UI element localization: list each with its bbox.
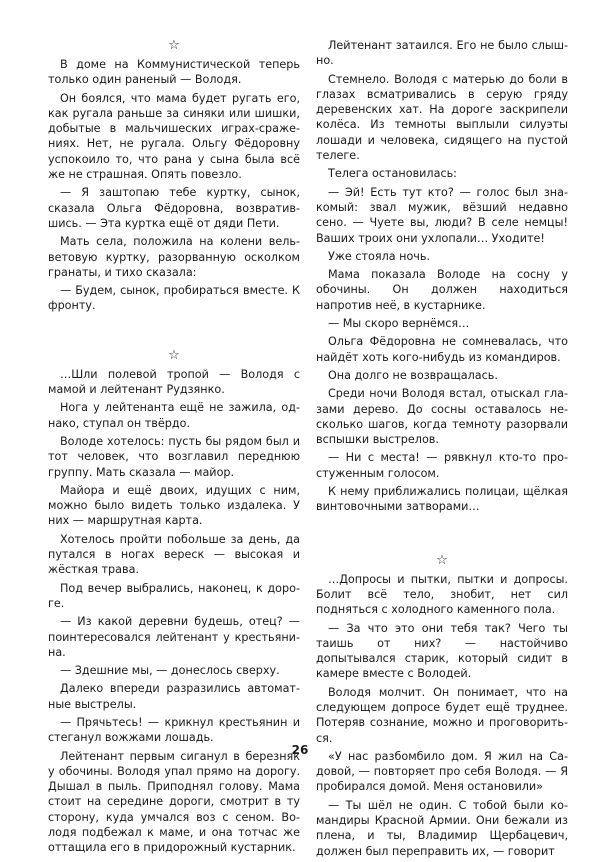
right-column xyxy=(316,38,568,862)
paragraph: — Эй! Есть тут кто? — голос был знакомый: звал мужик, вёзший недавно сено. — Чуете вы, люди? В селе немцы! Ваших троих они ухлопали… Уходите! xyxy=(316,185,568,245)
paragraph: — Ни с места! — рявкнул кто-то простуженным голосом. xyxy=(316,451,568,480)
paragraph: Она долго не возвращалась. xyxy=(328,368,498,382)
paragraph: — Будем, сынок, пробираться вместе. К фронту. xyxy=(48,284,300,313)
section-star-icon: ☆ xyxy=(168,38,180,53)
paragraph: Лейтенант первым сиганул в березняк у обочины. Володя упал прямо на дорогу. Дышал в пыль. Приподнял голову. Мама стоит на середине дороги, смотрит в ту сторону, куда умчался воз с сеном. Володя подбежал к маме, и она тотчас же оттащила его в придорожный кустарник. xyxy=(48,749,300,855)
paragraph: Стемнело. Володя с матерью до боли в глазах всматривались в серую гряду деревенских хат. На дороге заскрипели колёса. Из темноты выплыли силуэты лошади и человека, сидящего на пустой телеге. xyxy=(316,72,568,163)
paragraph: «У нас разбомбило дом. Я жил на Садовой, — повторяет про себя Володя. — Я пробирался домой. Меня остановили» xyxy=(316,749,568,794)
paragraph: Лейтенант затаился. Его не было слышно. xyxy=(316,39,568,68)
paragraph: …Шли полевой тропой — Володя с мамой и лейтенант Рудзянко. xyxy=(48,367,300,397)
paragraph: Он боялся, что мама будет ругать его, как ругала раньше за синяки или шишки, добытые в мальчишеских играх-сражениях. Нет, не ругала. Ольгу Фёдоровну успокоило то, что рана у сына была всё же не страшная. Опять повезло. xyxy=(48,91,300,182)
paragraph: Володя молчит. Он понимает, что на следующем допросе будет ещё труднее. Потеряв сознание, можно и проговориться. xyxy=(316,685,568,745)
paragraph: Под вечер выбрались, наконец, к дороге. xyxy=(48,581,300,610)
page-number: 26 xyxy=(291,743,309,757)
paragraph: Володе хотелось: пусть бы рядом был и тот человек, что возглавил переднюю группу. Мать сказала — майор. xyxy=(48,434,300,479)
paragraph: Хотелось пройти побольше за день, да путался в ногах вереск — высокая и жёсткая трава. xyxy=(48,532,300,577)
paragraph: — За что это они тебя так? Чего ты таишь от них? — настойчиво допытывался старик, который сидит в камере вместе с Володей. xyxy=(316,621,568,681)
section-star-icon: ☆ xyxy=(168,347,180,363)
paragraph: Ольга Фёдоровна не сомневалась, что найдёт хоть кого-нибудь из командиров. xyxy=(316,335,568,364)
paragraph: Майора и ещё двоих, идущих с ним, можно было видеть только издалека. У них — маршрутная карта. xyxy=(48,483,300,528)
paragraph: — Здешние мы, — донеслось сверху. xyxy=(60,664,280,678)
paragraph: Среди ночи Володя встал, отыскал глазами дерево. До сосны оставалось несколько шагов, когда темноту разорвали вспышки выстрелов. xyxy=(316,387,568,447)
paragraph: К нему приближались полицаи, щёлкая винтовочными затворами… xyxy=(316,485,568,514)
paragraph: Нога у лейтенанта ещё не зажила, однако, ступал он твёрдо. xyxy=(48,401,300,430)
paragraph: Мать села, положила на колени вельветовую куртку, разорванную осколком гранаты, и тихо сказала: xyxy=(48,235,300,279)
paragraph: Далеко впереди разразились автоматные выстрелы. xyxy=(48,682,300,711)
section-star-icon: ☆ xyxy=(436,552,448,568)
left-column xyxy=(48,38,300,859)
paragraph: — Мы скоро вернёмся… xyxy=(328,317,470,331)
paragraph: — Прячьтесь! — крикнул крестьянин и стеганул вожжами лошадь. xyxy=(48,715,300,745)
paragraph: В доме на Коммунистической теперь только один раненый — Володя. xyxy=(48,58,300,87)
paragraph: …Допросы и пытки, пытки и допросы. Болит всё тело, знобит, нет сил подняться с холодного каменного пола. xyxy=(316,572,568,617)
paragraph: Уже стояла ночь. xyxy=(328,249,431,263)
paragraph: — Я заштопаю тебе куртку, сынок, сказала Ольга Фёдоровна, возвратившись. — Эта куртка ещё от дяди Пети. xyxy=(48,186,300,230)
paragraph: Телега остановилась: xyxy=(328,167,457,181)
paragraph: — Ты шёл не один. С тобой были командиры Красной Армии. Они бежали из плена, и ты, Владимир Щербацевич, должен был переправить их, — говорит xyxy=(316,798,568,858)
paragraph: — Из какой деревни будешь, отец? — поинтересовался лейтенант у крестьянина. xyxy=(48,615,300,659)
paragraph: Мама показала Володе на сосну у обочины. Он должен находиться напротив неё, в кустарнике. xyxy=(316,268,568,312)
